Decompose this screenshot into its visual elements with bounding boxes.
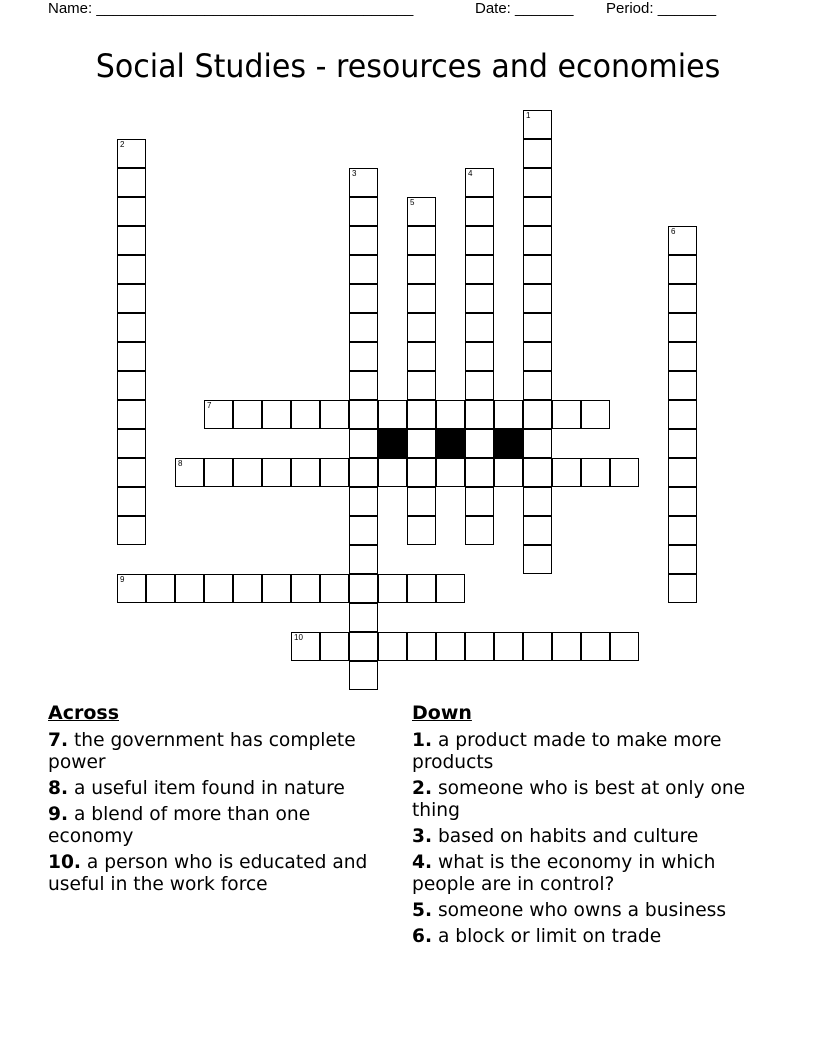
clue-label-number: 3. <box>412 825 433 847</box>
grid-cell[interactable] <box>117 139 146 168</box>
grid-cell[interactable] <box>668 516 697 545</box>
grid-cell[interactable] <box>465 313 494 342</box>
clue-label-number: 5. <box>412 899 433 921</box>
grid-cell[interactable] <box>523 284 552 313</box>
across-list <box>48 729 398 895</box>
grid-cell[interactable] <box>610 632 639 661</box>
clue-number: 7 <box>207 401 212 410</box>
clue-number: 2 <box>120 140 125 149</box>
grid-cell[interactable] <box>523 400 552 429</box>
grid-cell[interactable] <box>349 516 378 545</box>
grid-cell[interactable] <box>349 371 378 400</box>
clue-label-number: 6. <box>412 925 433 947</box>
grid-cell[interactable] <box>523 458 552 487</box>
clue-number: 10 <box>294 633 303 642</box>
across-clue <box>48 777 391 799</box>
black-cell <box>436 429 465 458</box>
grid-cell[interactable] <box>610 458 639 487</box>
grid-cell[interactable] <box>349 429 378 458</box>
grid-cell[interactable] <box>407 429 436 458</box>
grid-cell[interactable] <box>378 632 407 661</box>
grid-cell[interactable] <box>349 458 378 487</box>
down-list <box>412 729 762 947</box>
grid-cell[interactable] <box>349 574 378 603</box>
grid-cell[interactable] <box>349 632 378 661</box>
grid-cell[interactable] <box>523 255 552 284</box>
grid-cell[interactable] <box>581 400 610 429</box>
grid-cell[interactable] <box>262 574 291 603</box>
grid-cell[interactable] <box>668 487 697 516</box>
grid-cell[interactable] <box>349 400 378 429</box>
grid-cell[interactable] <box>320 632 349 661</box>
black-cell <box>378 429 407 458</box>
grid-cell[interactable] <box>233 458 262 487</box>
grid-cell[interactable] <box>523 429 552 458</box>
grid-cell[interactable] <box>291 574 320 603</box>
grid-cell[interactable] <box>349 197 378 226</box>
grid-cell[interactable] <box>465 226 494 255</box>
grid-cell[interactable] <box>175 458 204 487</box>
grid-cell[interactable] <box>349 487 378 516</box>
grid-cell[interactable] <box>117 400 146 429</box>
grid-cell[interactable] <box>668 226 697 255</box>
grid-cell[interactable] <box>407 284 436 313</box>
grid-cell[interactable] <box>523 168 552 197</box>
grid-cell[interactable] <box>407 197 436 226</box>
grid-cell[interactable] <box>291 400 320 429</box>
grid-cell[interactable] <box>465 632 494 661</box>
grid-cell[interactable] <box>407 400 436 429</box>
clue-label-number: 1. <box>412 729 433 751</box>
grid-cell[interactable] <box>117 197 146 226</box>
grid-cell[interactable] <box>349 545 378 574</box>
clue-label-number: 8. <box>48 777 69 799</box>
clue-text: a blend of more than one economy <box>48 803 311 847</box>
grid-cell[interactable] <box>378 574 407 603</box>
grid-cell[interactable] <box>175 574 204 603</box>
grid-cell[interactable] <box>349 342 378 371</box>
grid-cell[interactable] <box>233 400 262 429</box>
grid-cell[interactable] <box>378 400 407 429</box>
grid-cell[interactable] <box>204 458 233 487</box>
down-clue <box>412 925 755 947</box>
grid-cell[interactable] <box>320 458 349 487</box>
grid-cell[interactable] <box>407 255 436 284</box>
grid-cell[interactable] <box>523 226 552 255</box>
grid-cell[interactable] <box>465 458 494 487</box>
grid-cell[interactable] <box>407 632 436 661</box>
grid-cell[interactable] <box>668 400 697 429</box>
grid-cell[interactable] <box>465 400 494 429</box>
grid-cell[interactable] <box>262 400 291 429</box>
grid-cell[interactable] <box>117 284 146 313</box>
period-field[interactable]: Period: _______ <box>606 0 717 17</box>
grid-cell[interactable] <box>494 632 523 661</box>
grid-cell[interactable] <box>436 400 465 429</box>
clue-number: 3 <box>352 169 357 178</box>
grid-cell[interactable] <box>523 139 552 168</box>
grid-cell[interactable] <box>465 197 494 226</box>
grid-cell[interactable] <box>349 661 378 690</box>
grid-cell[interactable] <box>320 400 349 429</box>
grid-cell[interactable] <box>552 400 581 429</box>
across-clue <box>48 851 391 895</box>
grid-cell[interactable] <box>581 458 610 487</box>
grid-cell[interactable] <box>465 342 494 371</box>
grid-cell[interactable] <box>668 313 697 342</box>
down-clues <box>412 701 762 951</box>
date-field[interactable]: Date: _______ <box>475 0 574 17</box>
grid-cell[interactable] <box>668 429 697 458</box>
name-field[interactable]: Name: ______________________________________ <box>48 0 414 17</box>
grid-cell[interactable] <box>349 226 378 255</box>
grid-cell[interactable] <box>407 371 436 400</box>
grid-cell[interactable] <box>494 458 523 487</box>
grid-cell[interactable] <box>465 487 494 516</box>
down-clue <box>412 777 755 821</box>
grid-cell[interactable] <box>407 313 436 342</box>
grid-cell[interactable] <box>523 632 552 661</box>
grid-cell[interactable] <box>407 342 436 371</box>
grid-cell[interactable] <box>407 574 436 603</box>
grid-cell[interactable] <box>407 226 436 255</box>
clue-text: someone who owns a business <box>432 899 727 921</box>
down-clue <box>412 825 755 847</box>
grid-cell[interactable] <box>117 458 146 487</box>
grid-cell[interactable] <box>117 313 146 342</box>
clue-number: 1 <box>526 111 531 120</box>
clue-text: a useful item found in nature <box>68 777 345 799</box>
grid-cell[interactable] <box>465 371 494 400</box>
clue-text: a product made to make more products <box>412 729 722 773</box>
grid-cell[interactable] <box>436 458 465 487</box>
clue-label-number: 7. <box>48 729 69 751</box>
grid-cell[interactable] <box>668 545 697 574</box>
grid-cell[interactable] <box>523 197 552 226</box>
grid-cell[interactable] <box>349 168 378 197</box>
grid-cell[interactable] <box>465 168 494 197</box>
grid-cell[interactable] <box>668 342 697 371</box>
across-clue <box>48 803 391 847</box>
grid-cell[interactable] <box>668 371 697 400</box>
grid-cell[interactable] <box>465 255 494 284</box>
grid-cell[interactable] <box>262 458 291 487</box>
grid-cell[interactable] <box>117 342 146 371</box>
grid-cell[interactable] <box>581 632 610 661</box>
grid-cell[interactable] <box>668 284 697 313</box>
clue-number: 6 <box>671 227 676 236</box>
grid-cell[interactable] <box>117 255 146 284</box>
grid-cell[interactable] <box>465 284 494 313</box>
grid-cell[interactable] <box>407 487 436 516</box>
clue-text: someone who is best at only one thing <box>412 777 746 821</box>
clue-label-number: 4. <box>412 851 433 873</box>
grid-cell[interactable] <box>523 545 552 574</box>
grid-cell[interactable] <box>117 516 146 545</box>
grid-cell[interactable] <box>378 458 407 487</box>
grid-cell[interactable] <box>523 487 552 516</box>
grid-cell[interactable] <box>523 516 552 545</box>
page-title: Social Studies - resources and economies <box>95 47 721 85</box>
grid-cell[interactable] <box>291 632 320 661</box>
clue-label-number: 9. <box>48 803 69 825</box>
grid-cell[interactable] <box>349 313 378 342</box>
grid-cell[interactable] <box>146 574 175 603</box>
across-clues <box>48 701 398 899</box>
grid-cell[interactable] <box>233 574 262 603</box>
clue-text: what is the economy in which people are in control? <box>412 851 716 895</box>
grid-cell[interactable] <box>523 313 552 342</box>
grid-cell[interactable] <box>349 603 378 632</box>
clue-text: based on habits and culture <box>432 825 699 847</box>
grid-cell[interactable] <box>407 458 436 487</box>
down-clue <box>412 729 755 773</box>
grid-cell[interactable] <box>320 574 349 603</box>
grid-cell[interactable] <box>436 574 465 603</box>
grid-cell[interactable] <box>117 487 146 516</box>
grid-cell[interactable] <box>291 458 320 487</box>
black-cell <box>494 429 523 458</box>
grid-cell[interactable] <box>117 574 146 603</box>
clue-number: 5 <box>410 198 415 207</box>
clue-label-number: 2. <box>412 777 433 799</box>
clue-text: a person who is educated and useful in the work force <box>48 851 368 895</box>
clue-text: the government has complete power <box>48 729 356 773</box>
grid-cell[interactable] <box>117 429 146 458</box>
across-clue <box>48 729 391 773</box>
down-clue <box>412 851 755 895</box>
grid-cell[interactable] <box>436 632 465 661</box>
grid-cell[interactable] <box>465 429 494 458</box>
grid-cell[interactable] <box>349 255 378 284</box>
grid-cell[interactable] <box>668 574 697 603</box>
grid-cell[interactable] <box>117 168 146 197</box>
clue-number: 9 <box>120 575 125 584</box>
across-heading: Across <box>48 702 120 724</box>
grid-cell[interactable] <box>668 255 697 284</box>
grid-cell[interactable] <box>407 516 436 545</box>
grid-cell[interactable] <box>117 371 146 400</box>
grid-cell[interactable] <box>523 342 552 371</box>
grid-cell[interactable] <box>204 400 233 429</box>
grid-cell[interactable] <box>523 110 552 139</box>
down-heading: Down <box>412 702 472 724</box>
grid-cell[interactable] <box>552 458 581 487</box>
grid-cell[interactable] <box>668 458 697 487</box>
clue-label-number: 10. <box>48 851 81 873</box>
down-clue <box>412 899 755 921</box>
clue-number: 8 <box>178 459 183 468</box>
grid-cell[interactable] <box>523 371 552 400</box>
grid-cell[interactable] <box>552 632 581 661</box>
grid-cell[interactable] <box>465 516 494 545</box>
grid-cell[interactable] <box>117 226 146 255</box>
clue-number: 4 <box>468 169 473 178</box>
grid-cell[interactable] <box>494 400 523 429</box>
grid-cell[interactable] <box>349 284 378 313</box>
clue-text: a block or limit on trade <box>432 925 662 947</box>
grid-cell[interactable] <box>204 574 233 603</box>
